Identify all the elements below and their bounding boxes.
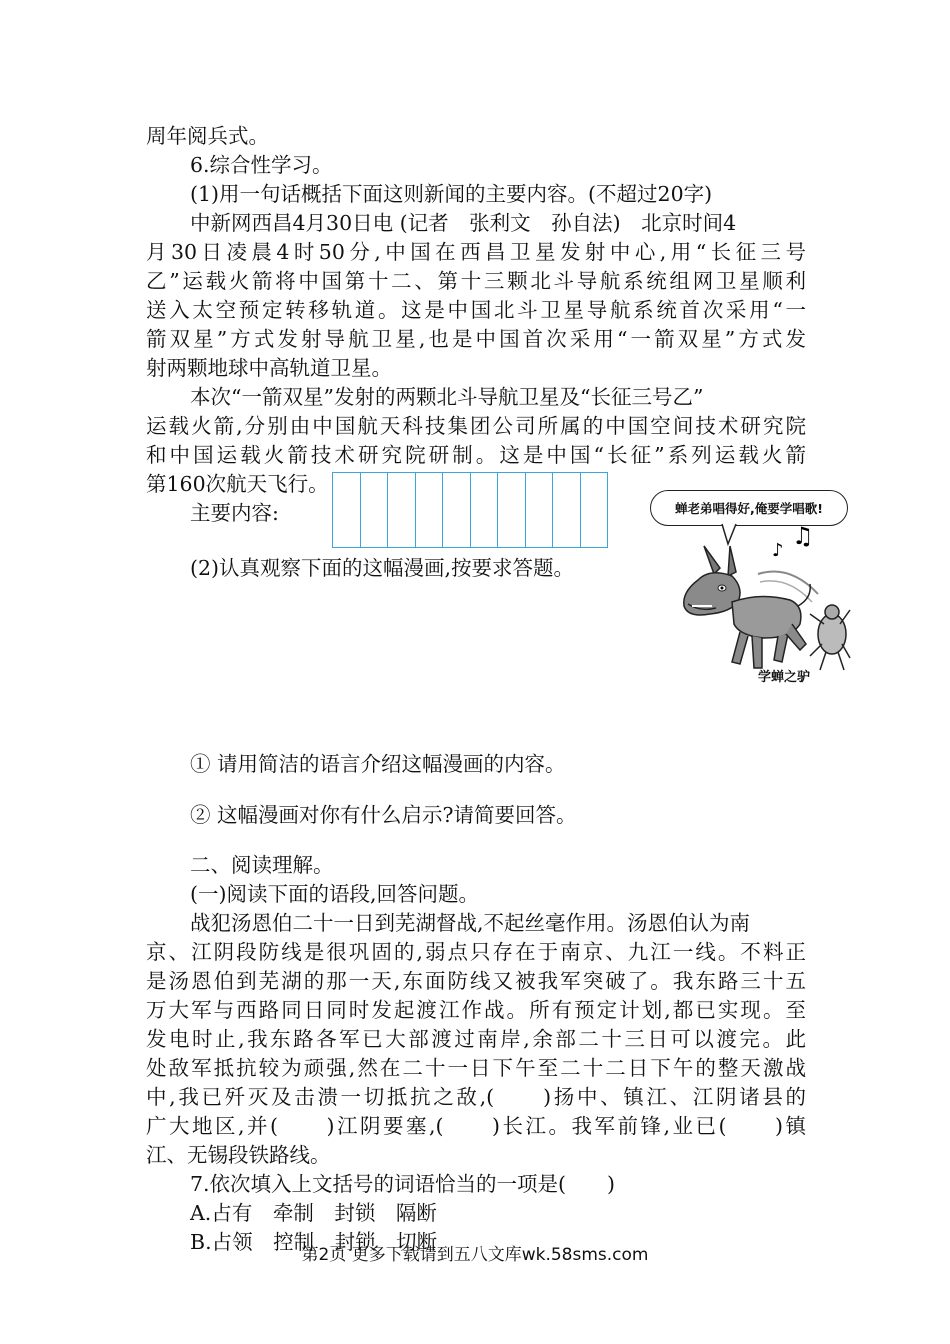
svg-text:♪: ♪ [772, 540, 784, 561]
cartoon-caption: 学蝉之驴 [758, 670, 811, 685]
news-line: 和中国运载火箭技术研究院研制。这是中国“长征”系列运载火箭 [146, 443, 806, 467]
news-line: 射两颗地球中高轨道卫星。 [146, 356, 392, 380]
news-line: 运载火箭,分别由中国航天科技集团公司所属的中国空间技术研究院 [146, 414, 806, 438]
text-line: 周年阅兵式。 [146, 124, 269, 148]
passage-line: 中,我已歼灭及击溃一切抵抗之敌,( )扬中、镇江、江阴诸县的 [146, 1085, 806, 1109]
section-heading: 二、阅读理解。 [190, 853, 334, 877]
question-6-2-sub2: ② 这幅漫画对你有什么启示?请简要回答。 [190, 803, 577, 827]
answer-cell[interactable] [526, 472, 554, 548]
answer-cell[interactable] [553, 472, 581, 548]
answer-cell[interactable] [471, 472, 499, 548]
donkey-cicada-illustration [640, 484, 852, 694]
answer-cell[interactable] [333, 472, 361, 548]
passage-line: 京、江阴段防线是很巩固的,弱点只存在于南京、九江一线。不料正 [146, 940, 806, 964]
passage-line: 处敌军抵抗较为顽强,然在二十一日下午至二十二日下午的整天激战 [146, 1056, 806, 1080]
answer-cell[interactable] [443, 472, 471, 548]
question-6-1-prompt: (1)用一句话概括下面这则新闻的主要内容。(不超过20字) [190, 182, 713, 206]
news-line: 月30日凌晨4时50分,中国在西昌卫星发射中心,用“长征三号 [146, 240, 806, 264]
answer-cell[interactable] [388, 472, 416, 548]
answer-cell[interactable] [416, 472, 444, 548]
option-b: B.占领 控制 封锁 切断 [190, 1230, 438, 1254]
question-7-prompt: 7.依次填入上文括号的词语恰当的一项是( ) [190, 1172, 616, 1196]
news-line: 乙”运载火箭将中国第十二、第十三颗北斗导航系统组网卫星顺利 [146, 269, 806, 293]
answer-grid[interactable] [332, 472, 608, 548]
subsection-heading: (一)阅读下面的语段,回答问题。 [190, 882, 480, 906]
speech-bubble: 蝉老弟唱得好,俺要学唱歌! [650, 490, 848, 526]
answer-cell[interactable] [581, 472, 609, 548]
news-line: 本次“一箭双星”发射的两颗北斗导航卫星及“长征三号乙” [190, 385, 704, 409]
news-line: 送入太空预定转移轨道。这是中国北斗卫星导航系统首次采用“一 [146, 298, 806, 322]
passage-line: 战犯汤恩伯二十一日到芜湖督战,不起丝毫作用。汤恩伯认为南 [190, 911, 751, 935]
news-line: 箭双星”方式发射导航卫星,也是中国首次采用“一箭双星”方式发 [146, 327, 806, 351]
answer-cell[interactable] [498, 472, 526, 548]
question-6-2-prompt: (2)认真观察下面的这幅漫画,按要求答题。 [190, 556, 575, 580]
passage-line: 万大军与西路同日同时发起渡江作战。所有预定计划,都已实现。至 [146, 998, 806, 1022]
passage-line: 广大地区,并( )江阴要塞,( )长江。我军前锋,业已( )镇 [146, 1114, 806, 1138]
option-a: A.占有 牵制 封锁 隔断 [190, 1201, 437, 1225]
svg-text:♫: ♫ [792, 522, 814, 550]
question-6-2-sub1: ① 请用简洁的语言介绍这幅漫画的内容。 [190, 752, 566, 776]
news-line: 中新网西昌4月30日电 (记者 张利文 孙自法) 北京时间4 [190, 211, 737, 235]
news-line: 第160次航天飞行。 [146, 472, 329, 496]
question-6-heading: 6.综合性学习。 [190, 153, 333, 177]
page-footer: 第2页 更多下载请到五八文库wk.58sms.com [301, 1245, 649, 1265]
donkey-cartoon [640, 484, 852, 694]
passage-line: 江、无锡段铁路线。 [146, 1143, 331, 1167]
main-content-label: 主要内容: [190, 501, 279, 525]
passage-line: 发电时止,我东路各军已大部渡过南岸,余部二十三日可以渡完。此 [146, 1027, 806, 1051]
passage-line: 是汤恩伯到芜湖的那一天,东面防线又被我军突破了。我东路三十五 [146, 969, 806, 993]
answer-cell[interactable] [361, 472, 389, 548]
